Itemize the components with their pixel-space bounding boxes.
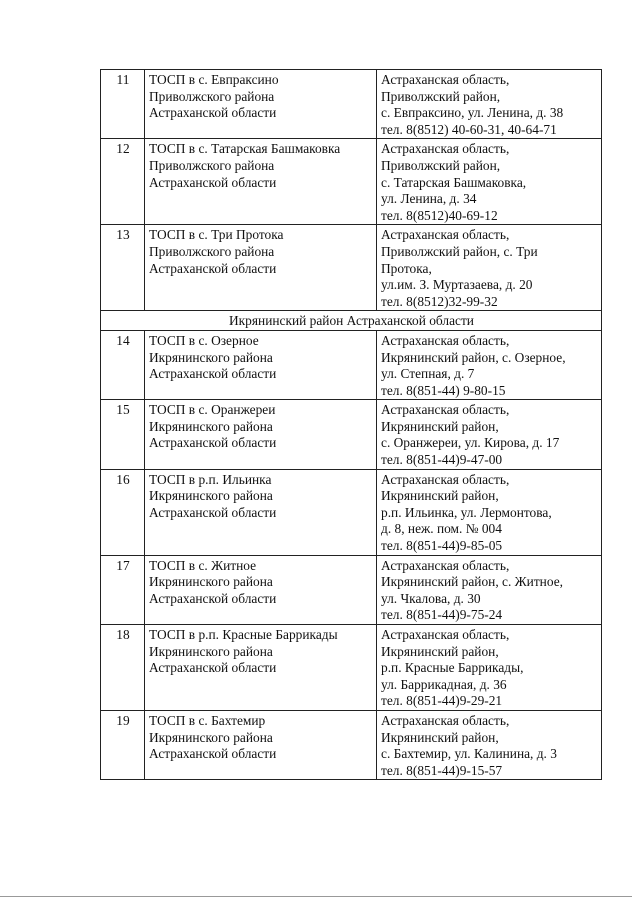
- office-name-cell: [145, 625, 377, 711]
- phone-line: тел. 8(851-44) 9-80-15: [381, 382, 506, 398]
- phone-line: тел. 8(851-44)9-47-00: [381, 452, 503, 468]
- office-name-line: ТОСП в с. Озерное: [149, 332, 259, 348]
- office-name-cell: [145, 469, 377, 555]
- office-name-line: Икрянинского района: [149, 729, 273, 745]
- row-number: 17: [101, 555, 145, 624]
- row-number: 18: [101, 625, 145, 711]
- address-line: Икрянинский район,: [381, 418, 499, 434]
- table-row: [101, 469, 602, 555]
- address-line: Приволжский район,: [381, 88, 501, 104]
- office-name-line: Астраханской области: [149, 660, 277, 676]
- row-number: 13: [101, 225, 145, 311]
- address-line: ул.им. З. Муртазаева, д. 20: [381, 277, 533, 293]
- address-line: Астраханская область,: [381, 141, 510, 157]
- row-number: 15: [101, 400, 145, 469]
- address-line: Икрянинский район,: [381, 729, 499, 745]
- address-line: р.п. Ильинка, ул. Лермонтова,: [381, 504, 552, 520]
- address-line: Астраханская область,: [381, 627, 510, 642]
- address-line: ул. Чкалова, д. 30: [381, 590, 481, 606]
- address-line: Приволжский район, с. Три: [381, 243, 538, 259]
- address-line: ул. Ленина, д. 34: [381, 191, 477, 207]
- row-number: 12: [101, 139, 145, 225]
- phone-line: тел. 8(8512)40-69-12: [381, 207, 498, 223]
- address-line: Протока,: [381, 260, 432, 276]
- address-line: Астраханская область,: [381, 332, 510, 348]
- address-cell: [377, 710, 602, 779]
- row-number: 11: [101, 70, 145, 139]
- office-name-line: ТОСП в с. Бахтемир: [149, 712, 266, 728]
- row-number: 14: [101, 330, 145, 399]
- address-cell: [377, 400, 602, 469]
- table-row: [101, 70, 602, 139]
- office-name-line: Астраханской области: [149, 504, 277, 520]
- office-name-line: Икрянинского района: [149, 418, 273, 434]
- office-name-line: Астраханской области: [149, 105, 277, 121]
- address-line: д. 8, неж. пом. № 004: [381, 521, 502, 537]
- office-name-line: Астраханской области: [149, 590, 277, 606]
- phone-line: тел. 8(851-44)9-75-24: [381, 607, 503, 623]
- office-name-cell: [145, 330, 377, 399]
- office-name-line: Астраханской области: [149, 746, 277, 762]
- office-name-line: Приволжского района: [149, 88, 275, 104]
- table-row: [101, 330, 602, 399]
- address-line: Астраханская область,: [381, 471, 510, 487]
- office-name-cell: [145, 70, 377, 139]
- address-line: с. Бахтемир, ул. Калинина, д. 3: [381, 746, 557, 762]
- address-line: Астраханская область,: [381, 402, 510, 418]
- address-cell: [377, 70, 602, 139]
- office-name-line: ТОСП в с. Житное: [149, 557, 257, 573]
- office-name-line: ТОСП в с. Татарская Башмаковка: [149, 141, 341, 157]
- table-row: [101, 139, 602, 225]
- office-name-cell: [145, 139, 377, 225]
- address-line: Астраханская область,: [381, 712, 510, 728]
- address-cell: [377, 330, 602, 399]
- office-name-line: Приволжского района: [149, 243, 275, 259]
- office-name-cell: [145, 400, 377, 469]
- tosp-table-body: [101, 70, 602, 780]
- office-name-cell: [145, 225, 377, 311]
- address-line: Приволжский район,: [381, 157, 501, 173]
- address-cell: [377, 625, 602, 711]
- address-line: Астраханская область,: [381, 72, 510, 87]
- address-line: Икрянинский район,: [381, 643, 499, 659]
- tosp-table: [100, 69, 602, 780]
- phone-line: тел. 8(8512)32-99-32: [381, 293, 498, 309]
- office-name-cell: [145, 710, 377, 779]
- office-name-line: ТОСП в с. Три Протока: [149, 227, 284, 243]
- phone-line: тел. 8(8512) 40-60-31, 40-64-71: [381, 121, 557, 137]
- office-name-line: Икрянинского района: [149, 574, 273, 590]
- office-name-line: ТОСП в р.п. Ильинка: [149, 471, 272, 487]
- address-line: с. Оранжереи, ул. Кирова, д. 17: [381, 435, 560, 451]
- address-line: Астраханская область,: [381, 557, 510, 573]
- address-line: с. Евпраксино, ул. Ленина, д. 38: [381, 105, 564, 121]
- office-name-line: Икрянинского района: [149, 349, 273, 365]
- office-name-line: Астраханской области: [149, 174, 277, 190]
- office-name-line: Астраханской области: [149, 435, 277, 451]
- address-line: Астраханская область,: [381, 227, 510, 243]
- office-name-line: Астраханской области: [149, 260, 277, 276]
- address-line: с. Татарская Башмаковка,: [381, 174, 527, 190]
- address-line: Икрянинский район,: [381, 488, 499, 504]
- address-line: Икрянинский район, с. Житное,: [381, 574, 563, 590]
- row-number: 16: [101, 469, 145, 555]
- table-row: [101, 710, 602, 779]
- table-row: [101, 625, 602, 711]
- table-row: [101, 555, 602, 624]
- office-name-line: Икрянинского района: [149, 643, 273, 659]
- table-row: [101, 400, 602, 469]
- section-header-row: [101, 311, 602, 331]
- office-name-line: ТОСП в с. Оранжереи: [149, 402, 276, 418]
- office-name-line: Приволжского района: [149, 157, 275, 173]
- office-name-line: ТОСП в р.п. Красные Баррикады: [149, 627, 338, 642]
- address-line: Икрянинский район, с. Озерное,: [381, 349, 566, 365]
- row-number: 19: [101, 710, 145, 779]
- office-name-line: Икрянинского района: [149, 488, 273, 504]
- office-name-cell: [145, 555, 377, 624]
- section-title: Икрянинский район Астраханской области: [101, 311, 602, 331]
- phone-line: тел. 8(851-44)9-29-21: [381, 693, 503, 709]
- address-line: ул. Баррикадная, д. 36: [381, 676, 507, 692]
- table-row: [101, 225, 602, 311]
- office-name-line: ТОСП в с. Евпраксино: [149, 72, 279, 87]
- phone-line: тел. 8(851-44)9-85-05: [381, 538, 503, 554]
- phone-line: тел. 8(851-44)9-15-57: [381, 762, 503, 778]
- address-cell: [377, 469, 602, 555]
- address-line: ул. Степная, д. 7: [381, 366, 475, 382]
- address-cell: [377, 555, 602, 624]
- page-bottom-rule: [0, 896, 632, 897]
- address-cell: [377, 139, 602, 225]
- address-line: р.п. Красные Баррикады,: [381, 660, 524, 676]
- address-cell: [377, 225, 602, 311]
- office-name-line: Астраханской области: [149, 366, 277, 382]
